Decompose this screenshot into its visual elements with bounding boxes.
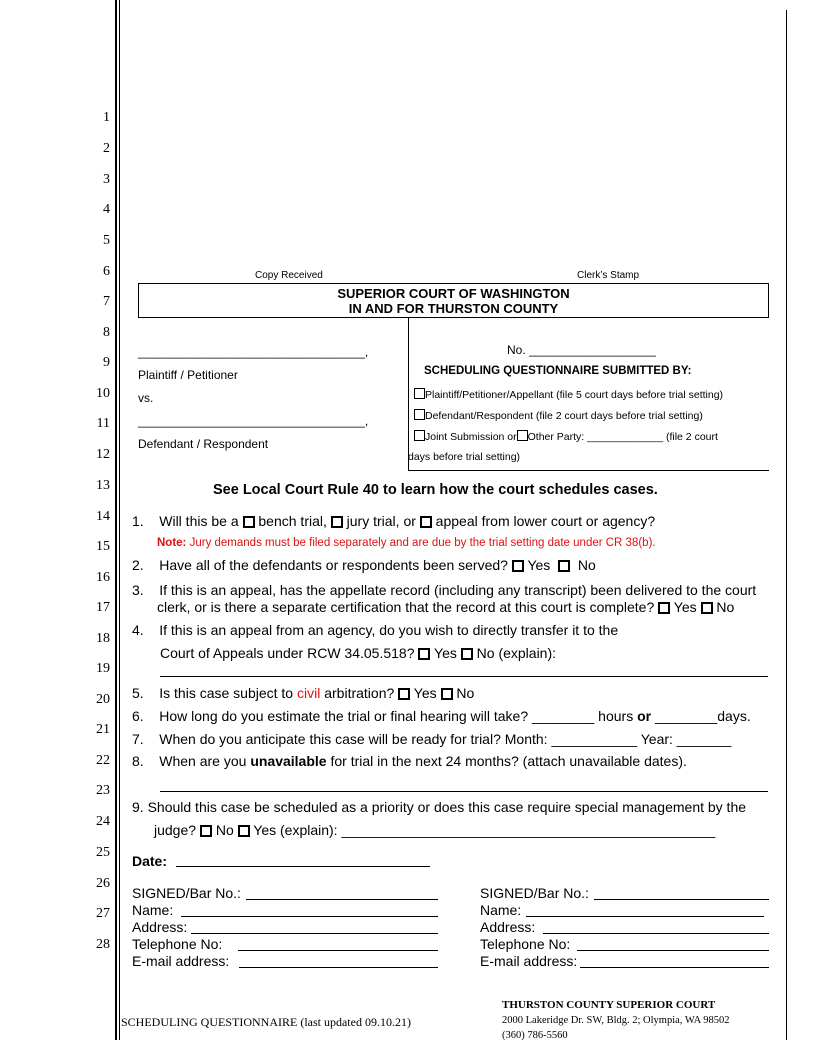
q4-no-explain-label: No (explain):	[476, 645, 557, 661]
line-number-18: 18	[96, 631, 110, 646]
q9-judge: judge?	[154, 822, 197, 838]
right-margin-rule	[786, 10, 787, 1040]
question-9-line2	[154, 822, 715, 838]
line-number-24: 24	[96, 814, 110, 829]
q7-text: When do you anticipate this case will be ready for trial? Month: ___________ Year: _______	[159, 731, 732, 747]
vs-label: vs.	[138, 391, 154, 405]
question-2	[132, 557, 596, 573]
line-number-15: 15	[96, 539, 110, 554]
other-party-option-label: Other Party: _____________ (file 2 court	[527, 431, 718, 443]
right-name-label: Name:	[480, 902, 522, 918]
defendant-option-label: Defendant/Respondent (file 2 court days before trial setting)	[425, 410, 703, 422]
q8-text-b: for trial in the next 24 months? (attach unavailable dates).	[330, 753, 687, 769]
question-3-line2	[157, 599, 734, 615]
date-label: Date:	[132, 853, 168, 869]
left-signed-line[interactable]	[246, 899, 438, 900]
footer-court-phone: (360) 786-5560	[502, 1030, 568, 1041]
q4-yes-label: Yes	[434, 645, 457, 661]
left-name-line[interactable]	[181, 916, 438, 917]
q5-yes-label: Yes	[413, 685, 437, 701]
bench-trial-checkbox[interactable]	[243, 516, 255, 528]
q4-text-line2: Court of Appeals under RCW 34.05.518?	[160, 645, 415, 661]
submitted-by-plaintiff	[414, 388, 723, 401]
jury-trial-checkbox[interactable]	[331, 516, 343, 528]
line-number-8: 8	[103, 325, 110, 340]
q3-no-checkbox[interactable]	[701, 602, 713, 614]
joint-option-label: Joint Submission or	[425, 431, 517, 443]
appeal-checkbox[interactable]	[420, 516, 432, 528]
q7-number: 7.	[132, 731, 144, 747]
clerks-stamp-label: Clerk’s Stamp	[577, 270, 640, 281]
plaintiff-checkbox[interactable]	[414, 388, 425, 399]
line-number-16: 16	[96, 570, 110, 585]
question-9-line1: 9. Should this case be scheduled as a priority or does this case require special management by the	[132, 799, 747, 815]
q3-text-line1: If this is an appeal, has the appellate record (including any transcript) been delivered to the court	[159, 582, 757, 598]
question-1	[132, 513, 655, 529]
line-number-2: 2	[103, 141, 110, 156]
line-number-6: 6	[103, 264, 110, 279]
right-telephone-line[interactable]	[577, 950, 769, 951]
q4-explain-line[interactable]	[160, 676, 768, 677]
left-address-line[interactable]	[191, 933, 438, 934]
left-margin-rule-inner	[119, 0, 120, 1040]
defendant-blank[interactable]: __________________________________,	[138, 414, 369, 428]
q5-text-b: arbitration?	[324, 685, 395, 701]
defendant-label: Defendant / Respondent	[138, 437, 269, 451]
line-number-25: 25	[96, 845, 110, 860]
court-title-box	[138, 283, 769, 318]
right-email-line[interactable]	[580, 967, 769, 968]
date-line[interactable]	[176, 866, 430, 867]
line-number-26: 26	[96, 876, 110, 891]
q4-number: 4.	[132, 622, 144, 638]
q5-civil: civil	[296, 685, 321, 701]
question-4-line1	[132, 622, 618, 638]
left-email-label: E-mail address:	[132, 953, 230, 969]
line-number-17: 17	[96, 600, 110, 615]
line-number-28: 28	[96, 937, 110, 952]
line-number-23: 23	[96, 783, 110, 798]
q4-no-checkbox[interactable]	[461, 648, 473, 660]
q9-no-checkbox[interactable]	[200, 825, 212, 837]
caption-divider	[408, 318, 409, 470]
q3-number: 3.	[132, 582, 144, 598]
question-7	[132, 731, 731, 747]
q3-yes-checkbox[interactable]	[658, 602, 670, 614]
q9-yes-explain: Yes (explain): ________________________________________________	[253, 822, 716, 838]
left-signed-label: SIGNED/Bar No.:	[132, 885, 241, 901]
q3-yes-label: Yes	[673, 599, 697, 615]
q8-answer-line[interactable]	[160, 791, 768, 792]
copy-received-label: Copy Received	[255, 270, 323, 281]
submitted-by-defendant	[414, 409, 703, 422]
right-email-label: E-mail address:	[480, 953, 578, 969]
left-telephone-label: Telephone No:	[132, 936, 223, 952]
note-label: Note:	[157, 537, 187, 549]
line-number-10: 10	[96, 386, 110, 401]
q3-text-line2: clerk, or is there a separate certification that the record at this court is complete?	[157, 599, 655, 615]
line-number-11: 11	[96, 416, 110, 431]
line-number-14: 14	[96, 509, 110, 524]
q6-end: ________days.	[654, 708, 751, 724]
q6-number: 6.	[132, 708, 144, 724]
line-number-22: 22	[96, 753, 110, 768]
right-signed-line[interactable]	[594, 899, 769, 900]
court-title-line1: SUPERIOR COURT OF WASHINGTON	[337, 286, 570, 301]
line-number-13: 13	[96, 478, 110, 493]
jury-note	[157, 537, 656, 549]
line-number-12: 12	[96, 447, 110, 462]
line-number-1: 1	[103, 110, 110, 125]
submitted-by-heading: SCHEDULING QUESTIONNAIRE SUBMITTED BY:	[424, 365, 692, 377]
q3-no-label: No	[716, 599, 735, 615]
q2-no-label: No	[577, 557, 596, 573]
q1-jury-trial: jury trial, or	[346, 513, 416, 529]
plaintiff-option-label: Plaintiff/Petitioner/Appellant (file 5 court days before trial setting)	[425, 389, 724, 401]
q5-number: 5.	[132, 685, 144, 701]
line-number-5: 5	[103, 233, 110, 248]
q6-or: or	[637, 708, 652, 724]
line-number-3: 3	[103, 172, 110, 187]
line-number-27: 27	[96, 906, 110, 921]
line-number-9: 9	[103, 355, 110, 370]
q2-no-checkbox[interactable]	[558, 560, 570, 572]
q1-number: 1.	[132, 513, 144, 529]
left-telephone-line[interactable]	[238, 950, 438, 951]
q6-text: How long do you estimate the trial or final hearing will take? ________ hours	[159, 708, 634, 724]
left-margin-rule-outer	[115, 0, 117, 1040]
right-telephone-label: Telephone No:	[480, 936, 571, 952]
q2-yes-label: Yes	[527, 557, 551, 573]
question-5	[132, 685, 474, 701]
q2-yes-checkbox[interactable]	[512, 560, 524, 572]
q9-yes-checkbox[interactable]	[238, 825, 250, 837]
other-party-checkbox[interactable]	[517, 430, 528, 441]
left-email-line[interactable]	[239, 967, 438, 968]
footer-form-title: SCHEDULING QUESTIONNAIRE (last updated 09.10.21)	[121, 1015, 411, 1029]
q5-no-checkbox[interactable]	[441, 688, 453, 700]
q4-text-line1: If this is an appeal from an agency, do you wish to directly transfer it to the	[159, 622, 619, 638]
question-6	[132, 708, 751, 724]
submitted-by-joint	[414, 430, 718, 443]
question-8	[132, 753, 687, 769]
question-4-line2	[160, 645, 556, 661]
right-signed-label: SIGNED/Bar No.:	[480, 885, 589, 901]
q9-no-label: No	[215, 822, 234, 838]
case-number-field[interactable]: No. ___________________	[507, 343, 656, 357]
q2-number: 2.	[132, 557, 144, 573]
left-address-label: Address:	[132, 919, 188, 935]
plaintiff-label: Plaintiff / Petitioner	[138, 368, 238, 382]
note-text: Jury demands must be filed separately and are due by the trial setting date under CR 38(b).	[189, 537, 656, 549]
footer-court-name: THURSTON COUNTY SUPERIOR COURT	[502, 999, 716, 1011]
q5-no-label: No	[456, 685, 475, 701]
q4-yes-checkbox[interactable]	[418, 648, 430, 660]
q8-text-a: When are you	[159, 753, 247, 769]
q1-bench-trial: bench trial,	[258, 513, 327, 529]
q1-text-a: Will this be a	[159, 513, 239, 529]
line-number-7: 7	[103, 294, 110, 309]
joint-checkbox[interactable]	[414, 430, 425, 441]
court-title-line2: IN AND FOR THURSTON COUNTY	[348, 301, 559, 316]
right-address-label: Address:	[480, 919, 536, 935]
left-name-label: Name:	[132, 902, 174, 918]
right-address-line[interactable]	[543, 933, 769, 934]
local-rule-heading: See Local Court Rule 40 to learn how the court schedules cases.	[213, 482, 658, 498]
defendant-checkbox[interactable]	[414, 409, 425, 420]
q8-unavailable: unavailable	[250, 753, 327, 769]
line-number-21: 21	[96, 722, 110, 737]
q1-appeal: appeal from lower court or agency?	[435, 513, 656, 529]
other-party-continued: days before trial setting)	[408, 451, 521, 463]
right-name-line[interactable]	[526, 916, 764, 917]
line-number-4: 4	[103, 202, 110, 217]
q8-number: 8.	[132, 753, 144, 769]
q5-text-a: Is this case subject to	[159, 685, 294, 701]
q2-text: Have all of the defendants or respondents been served?	[159, 557, 508, 573]
plaintiff-blank[interactable]: __________________________________,	[138, 345, 369, 359]
question-3-line1	[132, 582, 756, 598]
caption-bottom-rule	[408, 470, 769, 471]
line-number-20: 20	[96, 692, 110, 707]
q5-yes-checkbox[interactable]	[398, 688, 410, 700]
line-number-19: 19	[96, 661, 110, 676]
footer-court-address: 2000 Lakeridge Dr. SW, Bldg. 2; Olympia, WA 98502	[502, 1015, 730, 1026]
